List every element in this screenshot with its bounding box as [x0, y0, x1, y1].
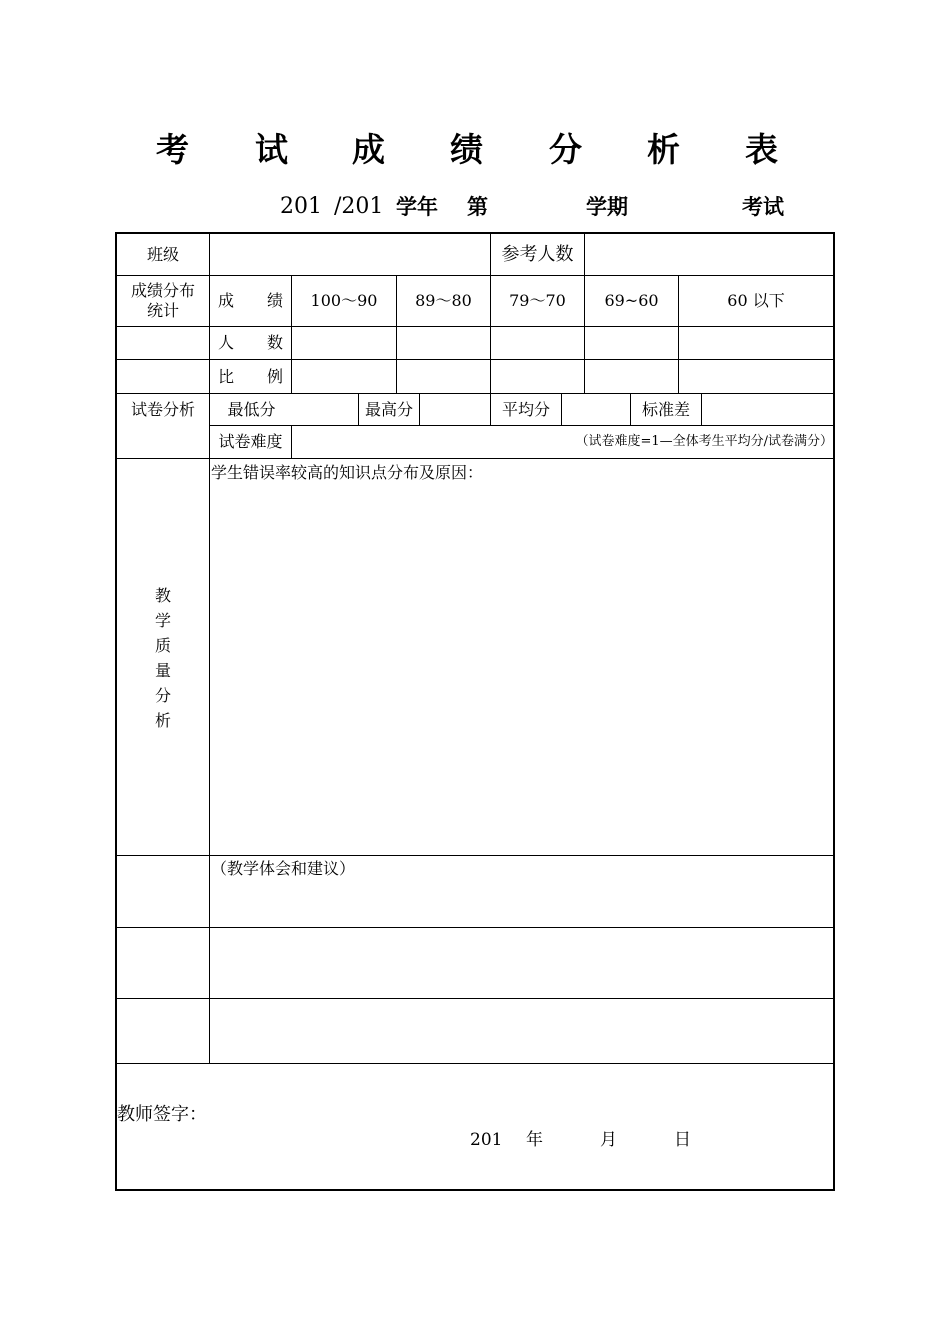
max-score-label: 最高分 — [364, 399, 413, 419]
score-label-b: 绩 — [266, 291, 283, 310]
avg-score-field[interactable] — [562, 394, 630, 425]
distribution-label-line1: 成绩分布 — [130, 281, 195, 300]
title-char-5: 分 — [549, 130, 582, 169]
date-ri: 日 — [674, 1130, 691, 1150]
errors-analysis-field[interactable] — [211, 485, 831, 853]
rule — [115, 458, 835, 459]
count-field[interactable] — [585, 327, 678, 359]
subtitle-xuenian: 学年 — [396, 195, 438, 219]
ratio-label-b: 例 — [266, 366, 283, 386]
quality-label-char: 学 — [154, 611, 171, 630]
ratio-field[interactable] — [292, 360, 396, 393]
rule — [115, 1063, 835, 1064]
rule — [115, 927, 835, 928]
count-field[interactable] — [679, 327, 833, 359]
suggestions-prompt: （教学体会和建议） — [211, 859, 356, 878]
title-char-4: 绩 — [450, 130, 483, 169]
std-dev-field[interactable] — [702, 394, 833, 425]
count-label-b: 数 — [266, 333, 283, 352]
ratio-field[interactable] — [679, 360, 833, 393]
class-field[interactable] — [210, 234, 490, 275]
ratio-field[interactable] — [585, 360, 678, 393]
date-year: 201 — [470, 1130, 503, 1150]
range-below-60: 60 以下 — [727, 291, 785, 310]
title-char-6: 析 — [647, 130, 680, 169]
quality-label-char: 教 — [154, 586, 171, 605]
date-yue: 月 — [600, 1130, 617, 1150]
quality-label-char: 分 — [154, 686, 171, 705]
rule — [115, 998, 835, 999]
errors-prompt: 学生错误率较高的知识点分布及原因： — [211, 463, 484, 482]
count-field[interactable] — [292, 327, 396, 359]
participants-label: 参考人数 — [501, 243, 574, 265]
ratio-label-a: 比 — [218, 366, 235, 386]
subtitle-xueqi: 学期 — [586, 195, 628, 219]
rule — [115, 855, 835, 856]
table-border-right — [833, 232, 835, 1191]
title-char-7: 表 — [745, 130, 778, 169]
table-border-bottom — [115, 1189, 835, 1191]
title-char-3: 成 — [352, 130, 385, 169]
blank-row-field[interactable] — [211, 1000, 831, 1062]
ratio-field[interactable] — [491, 360, 584, 393]
subtitle-kaoshi: 考试 — [742, 195, 784, 219]
subtitle-di: 第 — [467, 195, 488, 219]
std-dev-label: 标准差 — [641, 399, 690, 419]
ratio-field[interactable] — [397, 360, 490, 393]
teacher-signature-label: 教师签字： — [117, 1104, 207, 1125]
class-label: 班级 — [146, 244, 179, 264]
quality-label-char: 析 — [154, 711, 171, 730]
difficulty-formula: （试卷难度=1—全体考生平均分/试卷满分） — [575, 434, 833, 449]
difficulty-label: 试卷难度 — [218, 432, 283, 451]
participants-field[interactable] — [585, 234, 833, 275]
range-69-60: 69~60 — [604, 291, 659, 310]
title-char-1: 考 — [156, 130, 189, 169]
ratio-label — [210, 360, 291, 393]
avg-score-label: 平均分 — [501, 399, 550, 419]
quality-analysis-label — [117, 583, 209, 733]
distribution-label-line2: 统计 — [146, 301, 179, 320]
subtitle-year-start: 201 — [280, 194, 322, 219]
blank-row-field[interactable] — [211, 929, 831, 997]
count-label-a: 人 — [218, 333, 235, 352]
distribution-label — [117, 276, 209, 326]
paper-analysis-label: 试卷分析 — [130, 400, 195, 419]
max-score-field[interactable] — [420, 394, 490, 425]
range-89-80: 89～80 — [415, 291, 472, 310]
score-label-a: 成 — [218, 291, 235, 310]
quality-label-char: 量 — [154, 661, 171, 680]
min-score-field[interactable] — [293, 394, 358, 425]
range-100-90: 100～90 — [310, 291, 378, 310]
title-char-2: 试 — [255, 130, 288, 169]
range-79-70: 79～70 — [509, 291, 566, 310]
score-label — [210, 276, 291, 326]
suggestions-field[interactable] — [211, 882, 831, 924]
count-field[interactable] — [491, 327, 584, 359]
date-nian: 年 — [526, 1130, 543, 1150]
min-score-label: 最低分 — [227, 399, 276, 419]
subtitle-year-end: /201 — [334, 194, 384, 219]
count-label — [210, 327, 291, 359]
count-field[interactable] — [397, 327, 490, 359]
quality-label-char: 质 — [154, 636, 171, 655]
